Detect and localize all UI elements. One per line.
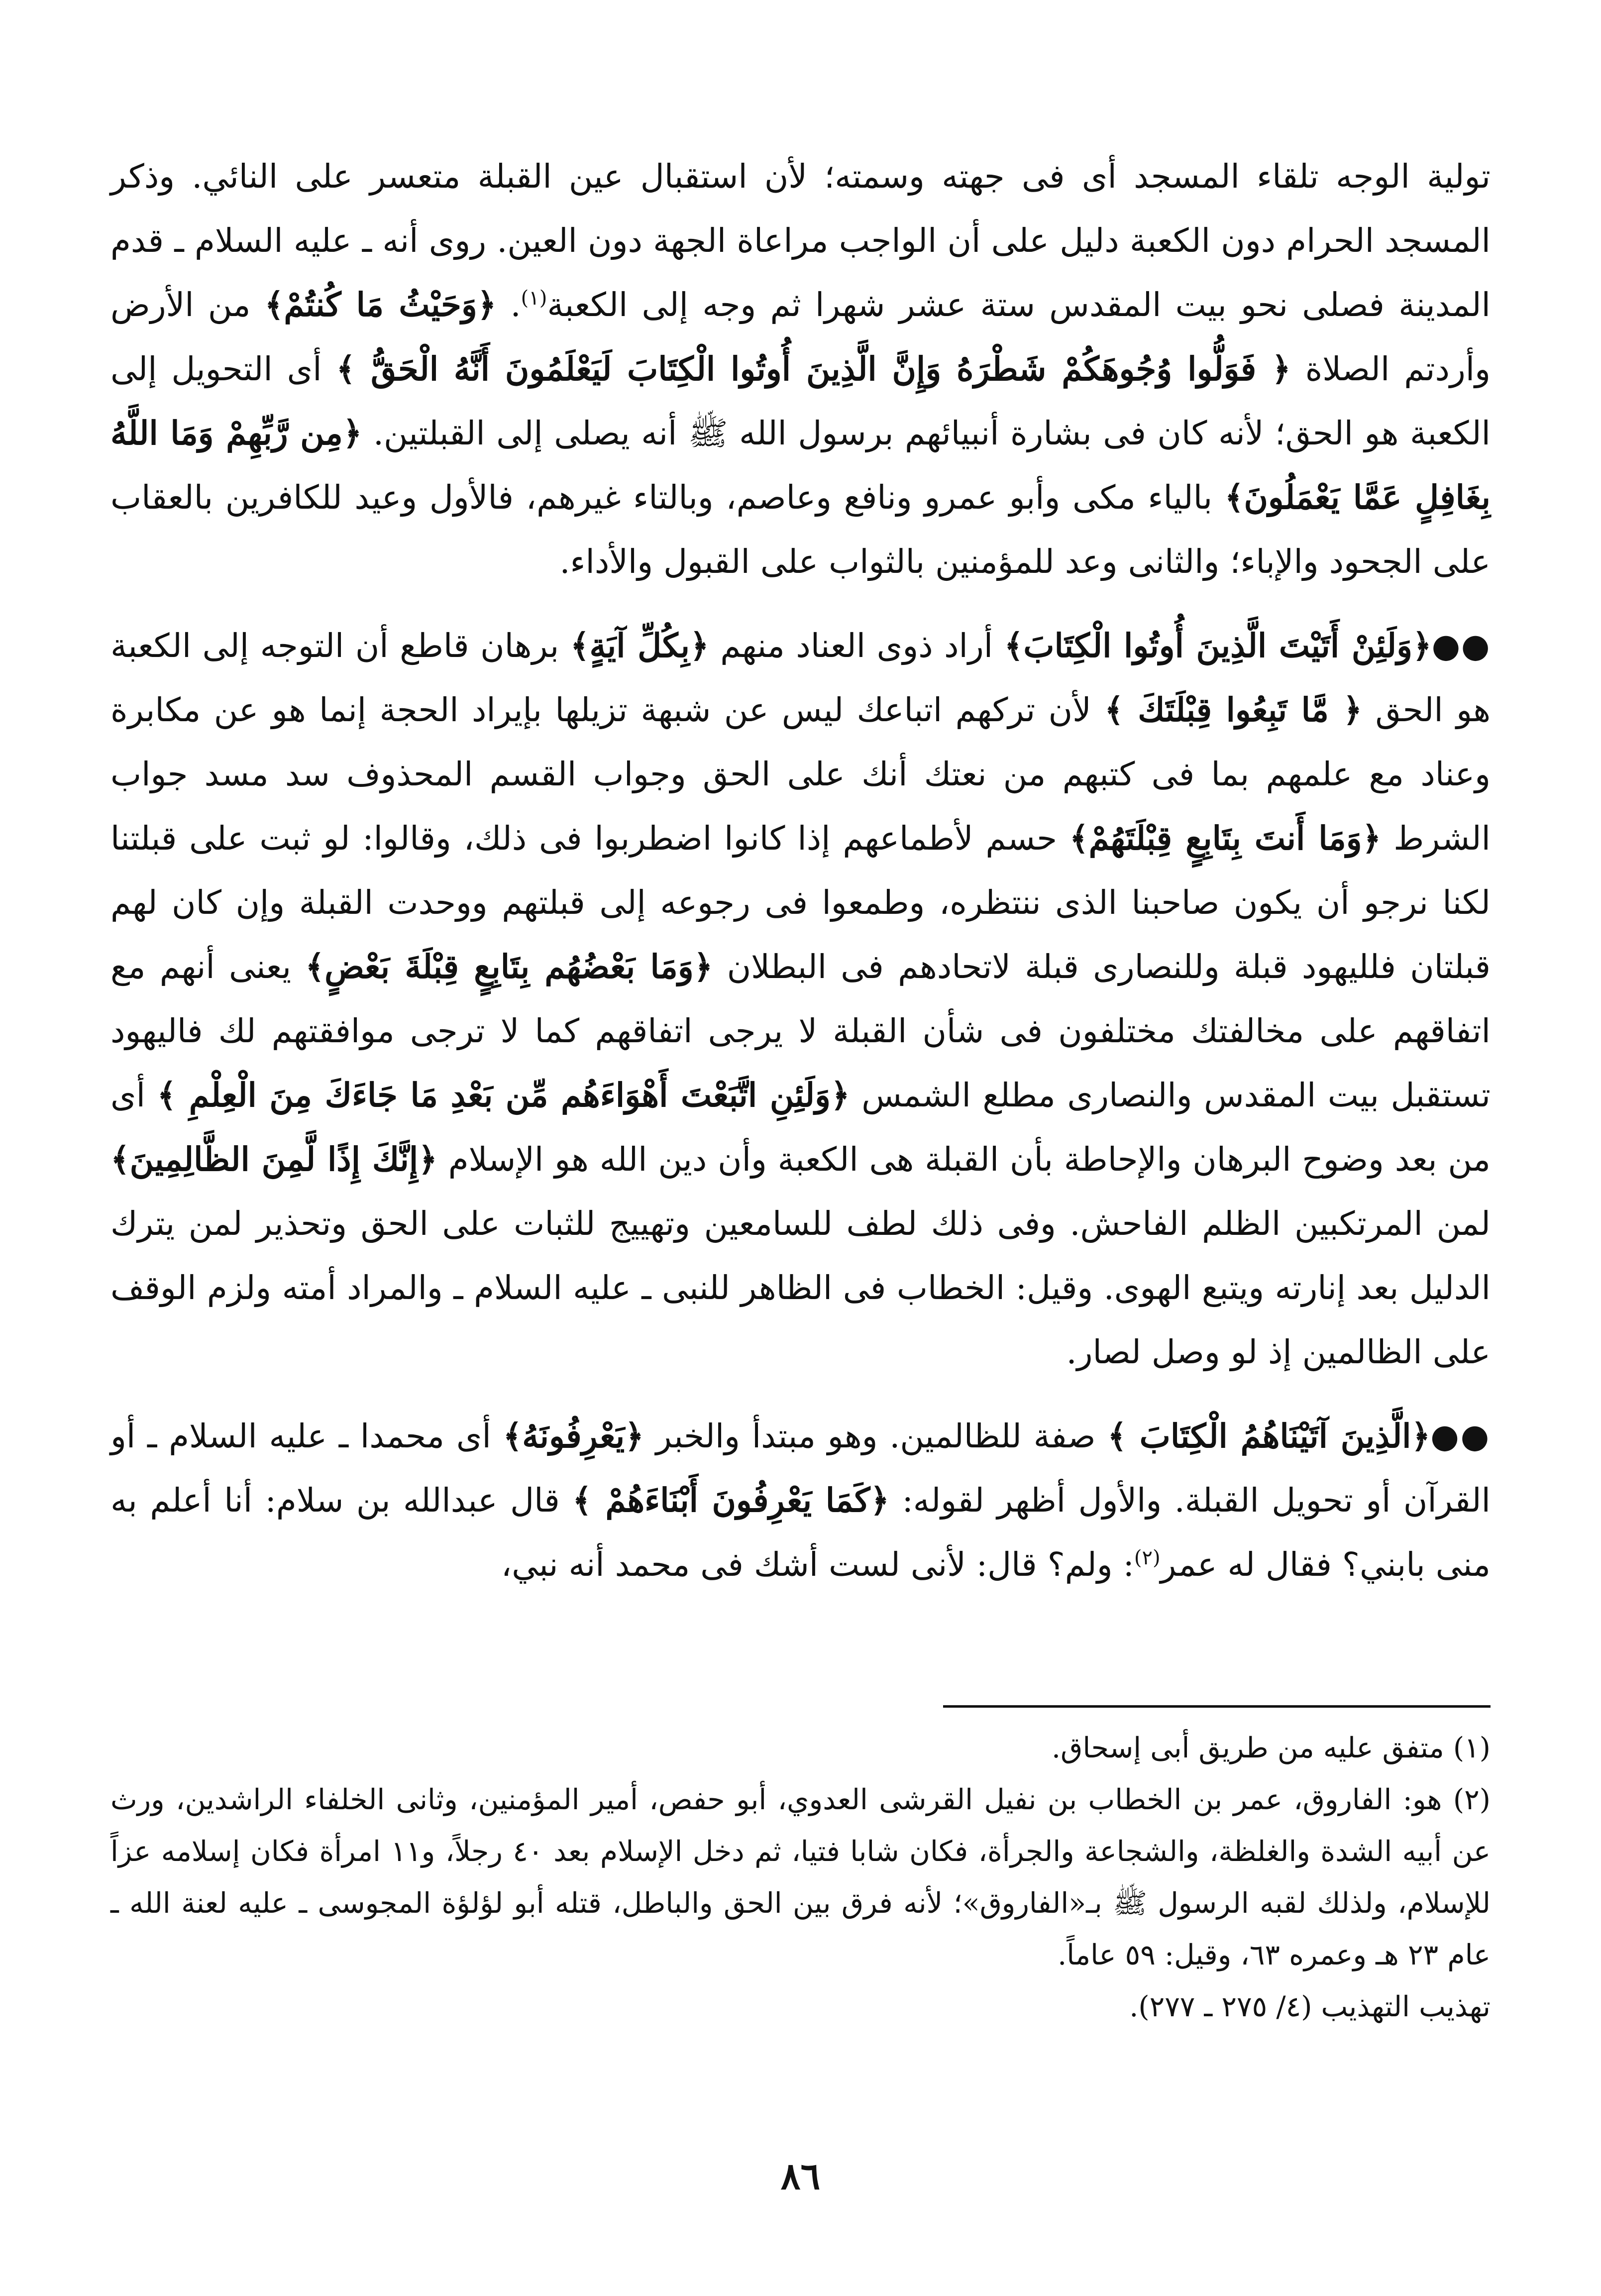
text-span: أى من بعد وضوح البرهان والإحاطة بأن القبلة هى الكعبة وأن دين الله هو الإسلام [110,1076,1491,1179]
footnote: (٢) هو: الفاروق، عمر بن الخطاب بن نفيل القرشى العدوي، أبو حفص، أمير المؤمنين، وثانى الخلفاء الراشدين، ورث عن أبيه الشدة والغلظة، والشجاعة والجرأة، فكان شابا فتيا، ثم دخل الإسلام بعد ٤٠ رجلاً، و١١ امرأة فكان إسلامه عزاً للإسلام، ولذلك لقبه الرسول ﷺ بـ«الفاروق»؛ لأنه فرق بين الحق والباطل، قتله أبو لؤلؤة المجوسى ـ عليه لعنة الله ـ عام ٢٣ هـ وعمره ٦٣، وقيل: ٥٩ عاماً. [110,1783,1491,1971]
footnote: تهذيب التهذيب (٤/ ٢٧٥ ـ ٢٧٧). [1129,1990,1491,2023]
quran-verse: ﴿يَعْرِفُونَهُ﴾ [503,1417,644,1455]
footnote-separator [943,1705,1491,1708]
text-span: صفة للظالمين. وهو مبتدأ والخبر [643,1417,1108,1455]
quran-verse: ﴿ مَّا تَبِعُوا قِبْلَتَكَ ﴾ [1104,690,1363,729]
quran-verse: ﴿الَّذِينَ آتَيْنَاهُمُ الْكِتَابَ ﴾ [1107,1417,1431,1455]
quran-verse: ﴿بِكُلِّ آيَةٍ﴾ [570,626,709,665]
text-span: لمن المرتكبين الظلم الفاحش. وفى ذلك لطف للسامعين وتهييج للثبات على الحق وتحذير لمن يترك الدليل بعد إنارته ويتبع الهوى. وقيل: الخطاب فى الظاهر للنبى ـ عليه السلام ـ والمراد أمته ولزم الوقف على الظالمين إذ لو وصل لصار. [110,1204,1491,1371]
quran-verse: ﴿كَمَا يَعْرِفُونَ أَبْنَاءَهُمْ ﴾ [572,1481,890,1520]
text-span: حسم لأطماعهم إذا كانوا اضطربوا فى ذلك، وقالوا: لو ثبت على قبلتنا لكنا نرجو أن يكون صاحبنا الذى ننتظره، وطمعوا فى رجوعه إلى قبلتهم ووحدت القبلة وإن كان لهم قبلتان فلليهود قبلة وللنصارى قبلة لاتحادهم فى البطلان [110,819,1491,986]
quran-verse: ﴿وَلَئِنِ اتَّبَعْتَ أَهْوَاءَهُم مِّن بَعْدِ مَا جَاءَكَ مِنَ الْعِلْمِ ﴾ [157,1076,850,1114]
footnote-ref: (١) [521,287,547,310]
text-span: قال عبدالله بن سلام: أنا أعلم به منى بابني؟ فقال له عمر [110,1481,1491,1584]
footnotes [110,1722,1491,2033]
main-text [110,144,1491,1597]
text-span: من الأرض وأردتم الصلاة [110,286,1491,388]
quran-verse: ﴿إِنَّكَ إِذًا لَّمِنَ الظَّالِمِينَ﴾ [110,1140,437,1179]
quran-verse: ﴿وَمَا بَعْضُهُم بِتَابِعٍ قِبْلَةَ بَعْضٍ﴾ [305,947,713,986]
quran-verse: ﴿ فَوَلُّوا وُجُوهَكُمْ شَطْرَهُ وَإِنَّ الَّذِينَ أُوتُوا الْكِتَابَ لَيَعْلَمُونَ أَنَّهُ الْحَقُّ ﴾ [336,349,1291,388]
paragraph [110,614,1491,1384]
text-span: : ولم؟ قال: لأنى لست أشك فى محمد أنه نبي، [501,1545,1134,1584]
text-span: يعنى أنهم مع اتفاقهم على مخالفتك مختلفون فى شأن القبلة لا يرجى اتفاقهم كما لا ترجى موافقتهم لك فاليهود تستقبل بيت المقدس والنصارى مطلع الشمس [110,948,1491,1114]
paragraph [110,144,1491,594]
quran-verse: ﴿وَحَيْثُ مَا كُنتُمْ﴾ [264,285,497,324]
footnote: (١) متفق عليه من طريق أبى إسحاق. [1051,1732,1491,1764]
text-span: أى محمدا ـ عليه السلام ـ أو القرآن أو تحويل القبلة. والأول أظهر لقوله: [110,1417,1491,1520]
text-span: ●● [1431,627,1491,665]
quran-verse: ﴿وَمَا أَنتَ بِتَابِعٍ قِبْلَتَهُمْ﴾ [1069,819,1382,858]
paragraph [110,1404,1491,1597]
text-span: ●● [1430,1417,1491,1455]
text-span: برهان قاطع أن التوجه إلى الكعبة هو الحق [110,627,1491,729]
text-span: أى التحويل إلى الكعبة هو الحق؛ لأنه كان فى بشارة أنبيائهم برسول الله ﷺ أنه يصلى إلى القبلتين. [110,350,1491,452]
page-number: ٨٦ [780,2155,821,2198]
text-span: تولية الوجه تلقاء المسجد أى فى جهته وسمته؛ لأن استقبال عين القبلة متعسر على النائي. وذكر المسجد الحرام دون الكعبة دليل على أن الواجب مراعاة الجهة دون العين. روى أنه ـ عليه السلام ـ قدم المدينة فصلى نحو بيت المقدس ستة عشر شهرا ثم وجه إلى الكعبة [110,157,1491,324]
quran-verse: ﴿مِن رَّبِّهِمْ وَمَا اللَّهُ بِغَافِلٍ عَمَّا يَعْمَلُونَ﴾ [110,414,1491,517]
quran-verse: ﴿وَلَئِنْ أَتَيْتَ الَّذِينَ أُوتُوا الْكِتَابَ﴾ [1004,626,1432,665]
footnote-ref: (٢) [1134,1546,1161,1569]
text-span: لأن تركهم اتباعك ليس عن شبهة تزيلها بإيراد الحجة إنما هو عن مكابرة وعناد مع علمهم بما فى كتبهم من نعتك أنك على الحق وجواب القسم المحذوف سد مسد جواب الشرط [110,691,1491,858]
text-span: . [496,286,521,324]
text-span: أراد ذوى العناد منهم [709,627,1004,665]
text-span: بالياء مكى وأبو عمرو ونافع وعاصم، وبالتاء غيرهم، فالأول وعيد للكافرين بالعقاب على الجحود والإباء؛ والثانى وعد للمؤمنين بالثواب على القبول والأداء. [110,478,1491,581]
